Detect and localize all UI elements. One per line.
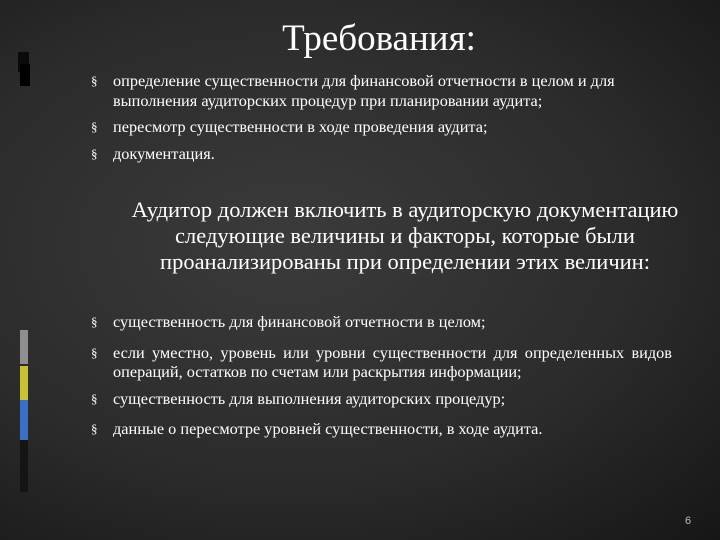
list-item	[90, 144, 672, 164]
list-item	[90, 419, 672, 439]
bullet-square-icon: §	[91, 145, 98, 161]
gray-bar	[20, 330, 28, 364]
list-item-text: данные о пересмотре уровней существенности, в ходе аудита.	[113, 419, 543, 438]
bullet-square-icon: §	[91, 73, 98, 88]
list-item	[90, 312, 672, 332]
section-subheading: Аудитор должен включить в аудиторскую документацию следующие величины и факторы, которые были проанализированы при определении этих величин:	[131, 197, 679, 274]
bullet-square-icon: §	[91, 314, 98, 329]
list-item	[90, 117, 672, 137]
dark-bar	[20, 440, 28, 492]
list-item	[90, 71, 672, 110]
bullet-square-icon: §	[91, 421, 98, 436]
bullet-square-icon: §	[91, 119, 98, 134]
bullet-square-icon: §	[91, 344, 98, 360]
list-item-text: если уместно, уровень или уровни существенности для определенных видов операций, остатков по счетам или раскрытия информации;	[113, 342, 672, 381]
blue-bar	[20, 400, 28, 440]
yellow-bar	[20, 366, 28, 400]
list-item-text: документация.	[113, 143, 215, 163]
list-item	[90, 343, 672, 382]
decorative-side-bars	[0, 0, 40, 540]
slide-title: Требования:	[282, 18, 476, 59]
page-number: 6	[684, 515, 692, 527]
list-item-text: пересмотр существенности в ходе проведения аудита;	[113, 117, 488, 136]
requirements-list	[90, 71, 672, 163]
list-item-text: существенность для финансовой отчетности в целом;	[113, 312, 486, 331]
list-item-text: существенность для выполнения аудиторских процедур;	[113, 388, 506, 408]
list-item	[90, 389, 672, 409]
black-bar-top-2	[20, 64, 30, 86]
documentation-list	[90, 312, 672, 439]
bullet-square-icon: §	[91, 390, 98, 406]
list-item-text: определение существенности для финансовой отчетности в целом и для выполнения аудиторских процедур при планировании аудита;	[113, 71, 615, 110]
